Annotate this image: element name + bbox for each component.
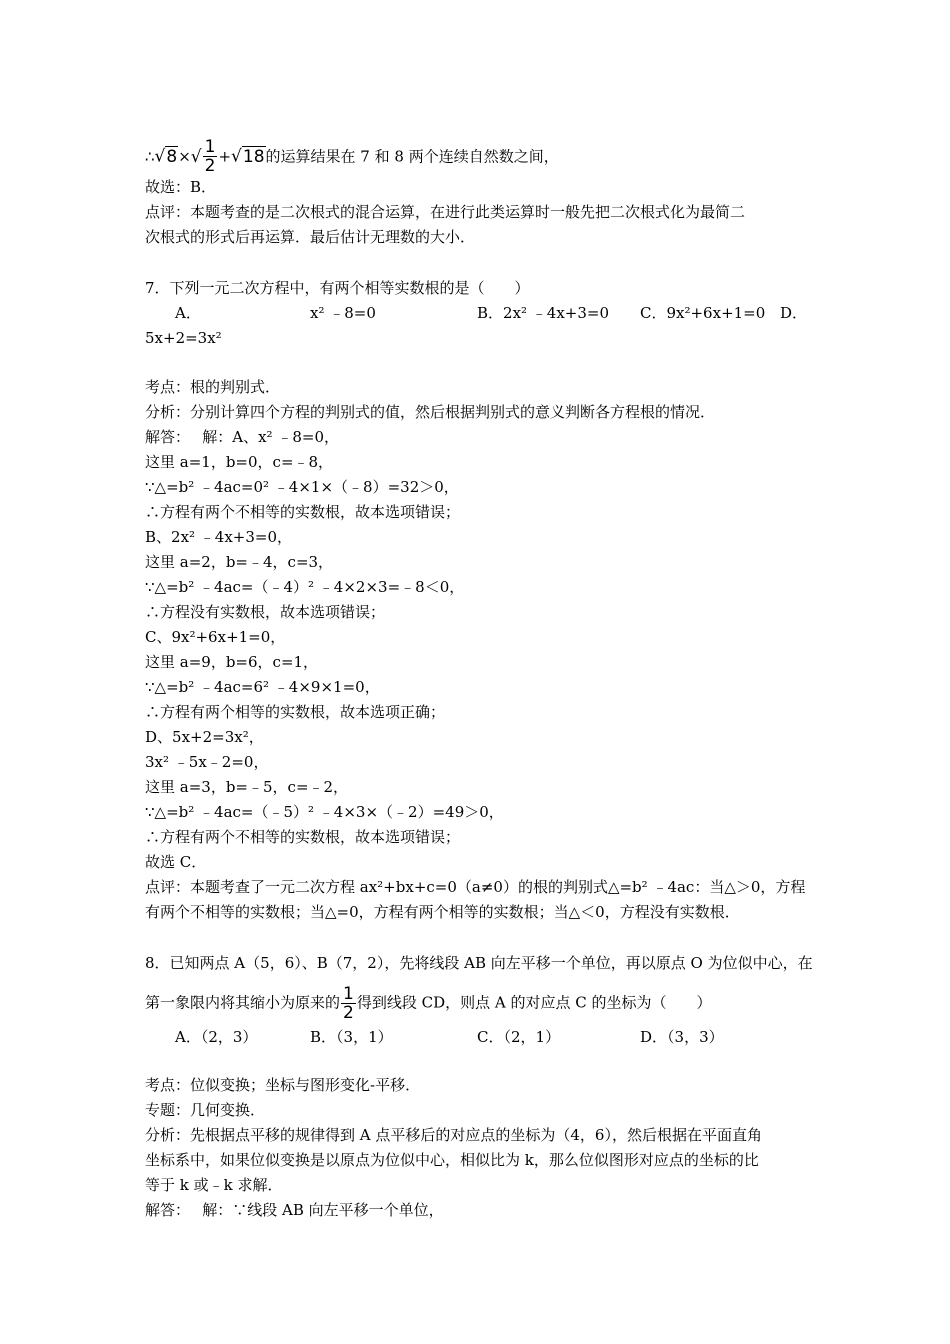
q7-option-d-expr: 5x+2=3x² — [145, 329, 222, 347]
q8-line: 坐标系中，如果位似变换是以原点为位似中心，相似比为 k，那么位似图形对应点的坐标的比 — [145, 1151, 759, 1169]
sqrt-8: √8 — [154, 146, 178, 167]
q8-option-b: B．（3，1） — [310, 1028, 393, 1046]
q8-option-a: A．（2，3） — [175, 1028, 258, 1046]
q7-line: ∵△=b² ﹣4ac=（﹣4）² ﹣4×2×3=﹣8＜0， — [145, 578, 465, 596]
q8-option-c: C．（2，1） — [477, 1028, 561, 1046]
q7-option-b: B．2x² ﹣4x+3=0 — [477, 304, 610, 322]
sqrt-18: √18 — [231, 146, 265, 167]
intro-review-line-1: 点评：本题考查的是二次根式的混合运算，在进行此类运算时一般先把二次根式化为最简二 — [145, 203, 746, 221]
q7-stem: 7．下列一元二次方程中，有两个相等实数根的是（ ） — [145, 279, 530, 297]
q8-line: 解答： 解：∵线段 AB 向左平移一个单位， — [145, 1201, 444, 1219]
q7-line: C、9x²+6x+1=0， — [145, 628, 286, 646]
q8-stem-line-2 — [145, 985, 712, 1022]
q7-line: 这里 a=3，b=﹣5，c=﹣2， — [145, 778, 349, 796]
q8-line: 等于 k 或﹣k 求解． — [145, 1176, 283, 1194]
q7-line: D、5x+2=3x²， — [145, 728, 264, 746]
q7-line: ∵△=b² ﹣4ac=（﹣5）² ﹣4×3×（﹣2）=49＞0， — [145, 803, 504, 821]
q7-line: ∴方程没有实数根，故本选项错误； — [145, 603, 386, 621]
q7-line: 故选 C． — [145, 853, 207, 871]
q8-stem-pre: 第一象限内将其缩小为原来的 — [145, 993, 341, 1012]
plus-sign: + — [218, 147, 232, 166]
q7-line: B、2x² ﹣4x+3=0， — [145, 528, 293, 546]
q7-line: ∴方程有两个不相等的实数根，故本选项错误； — [145, 828, 461, 846]
q7-line: 解答： 解：A、x² ﹣8=0， — [145, 428, 339, 446]
intro-review-line-2: 次根式的形式后再运算．最后估计无理数的大小． — [145, 228, 476, 246]
q7-line: 点评：本题考查了一元二次方程 ax²+bx+c=0（a≠0）的根的判别式△=b² ﹣4ac：当△＞0，方程 — [145, 878, 806, 896]
intro-expression — [145, 138, 559, 175]
q7-line: 分析：分别计算四个方程的判别式的值，然后根据判别式的意义判断各方程根的情况． — [145, 403, 716, 421]
fraction-half: $\frac{1}{2}$ — [204, 137, 216, 176]
fraction-half: $\frac{1}{2}$ — [343, 984, 354, 1023]
sqrt-half: √ $\frac{1}{2}$ — [190, 137, 216, 176]
q8-line: 考点：位似变换；坐标与图形变化-平移． — [145, 1076, 421, 1094]
q8-line: 专题：几何变换． — [145, 1101, 266, 1119]
q8-option-d: D．（3，3） — [640, 1028, 724, 1046]
q7-line: 3x² ﹣5x﹣2=0， — [145, 753, 269, 771]
q7-line: 这里 a=9，b=6，c=1， — [145, 653, 319, 671]
intro-choice: 故选：B． — [145, 178, 217, 196]
intro-suffix: 的运算结果在 7 和 8 两个连续自然数之间， — [265, 147, 559, 166]
q7-line: 这里 a=1，b=0，c=﹣8， — [145, 453, 334, 471]
q7-line: ∵△=b² ﹣4ac=0² ﹣4×1×（﹣8）=32＞0， — [145, 478, 459, 496]
q7-option-a-label: A． — [175, 304, 201, 322]
q7-line: 有两个不相等的实数根；当△=0，方程有两个相等的实数根；当△＜0，方程没有实数根． — [145, 903, 740, 921]
q8-stem-line-1: 8．已知两点 A（5，6）、B（7，2），先将线段 AB 向左平移一个单位，再以原点 O 为位似中心，在 — [145, 954, 813, 972]
q8-stem-post: 得到线段 CD，则点 A 的对应点 C 的坐标为（ ） — [356, 993, 712, 1012]
q7-line: ∵△=b² ﹣4ac=6² ﹣4×9×1=0， — [145, 678, 380, 696]
times-sign: × — [178, 147, 191, 166]
q7-option-a-expr: x² ﹣8=0 — [310, 304, 376, 322]
q7-line: ∴方程有两个不相等的实数根，故本选项错误； — [145, 503, 461, 521]
q8-line: 分析：先根据点平移的规律得到 A 点平移后的对应点的坐标为（4，6），然后根据在平面直角 — [145, 1126, 762, 1144]
therefore-symbol: ∴ — [145, 147, 155, 166]
q7-line: ∴方程有两个相等的实数根，故本选项正确； — [145, 703, 446, 721]
q7-option-d-label: D． — [780, 304, 808, 322]
q7-line: 这里 a=2，b=﹣4，c=3， — [145, 553, 334, 571]
q7-option-c: C．9x²+6x+1=0 — [640, 304, 766, 322]
q7-line: 考点：根的判别式． — [145, 378, 281, 396]
